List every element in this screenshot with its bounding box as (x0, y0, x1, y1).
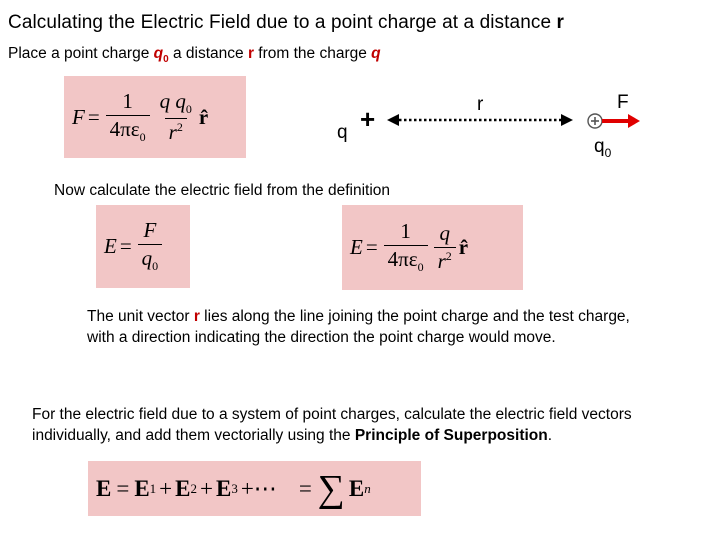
distance-arrow-icon (385, 108, 575, 132)
eq3-unit-vector: r̂ (458, 235, 469, 259)
superposition-equation (88, 461, 421, 516)
eq2-fraction (138, 218, 163, 274)
eq2-lhs: E (104, 234, 117, 258)
eq2-equals: = (119, 234, 132, 258)
eq1-den2-sup: 2 (176, 120, 183, 135)
test-charge-label (594, 136, 611, 160)
subtitle-text-3: from the charge (253, 45, 372, 62)
eq2-den-sub: 0 (152, 259, 159, 274)
eq4-equals: = (116, 475, 130, 501)
eq2-num: F (143, 218, 157, 243)
eq1-den2: r (168, 120, 177, 145)
eq4-E2: E (175, 475, 191, 501)
eq3-den2-sup: 2 (445, 249, 452, 263)
eq1-num2: q q (159, 88, 186, 113)
eq3-num2: q (439, 221, 450, 245)
subtitle-q: q (371, 45, 381, 62)
coulomb-force-equation (64, 76, 246, 158)
eq3-fraction-1 (384, 219, 428, 275)
eq3-den1-sub: 0 (417, 260, 424, 275)
eq1-fraction-1 (106, 89, 150, 145)
eq4-E1-sub: 1 (149, 480, 157, 496)
source-charge-label: q (337, 122, 348, 143)
subtitle-q0-symbol: q (153, 45, 164, 62)
unit-vector-paragraph (87, 306, 647, 348)
para2-text-2: . (547, 427, 553, 444)
eq1-fraction-2 (156, 89, 196, 145)
title-variable: r (556, 12, 565, 33)
subtitle-text-2: a distance (168, 45, 248, 62)
test-charge-subscript: 0 (604, 145, 612, 160)
eq3-lhs: E (350, 235, 363, 259)
para1-text-2: lies along the line joining the point charge and the test charge, with a direction indicating the direction the point charge would move. (87, 308, 630, 346)
test-charge-force-arrow-icon (584, 110, 642, 132)
subtitle-text-1: Place a point charge (8, 45, 154, 62)
eq4-sum-icon: ∑ (317, 467, 345, 510)
superposition-paragraph (32, 404, 712, 446)
para1-r: r (193, 308, 200, 325)
eq3-den2: r (437, 249, 446, 273)
eq1-equals: = (87, 104, 100, 129)
definition-text: Now calculate the electric field from the definition (54, 182, 390, 199)
subtitle-q0-subscript: 0 (163, 54, 169, 66)
eq1-num1: 1 (122, 88, 133, 113)
eq4-lhs: E (96, 475, 112, 501)
eq4-tail: +⋯ (240, 475, 277, 501)
para2-bold: Principle of Superposition (354, 427, 548, 444)
eq3-equals: = (365, 235, 378, 259)
eq3-num1: 1 (400, 219, 411, 244)
test-charge-q: q (594, 136, 605, 157)
eq4-plus-2: + (200, 475, 213, 501)
subtitle-q0 (153, 45, 169, 66)
eq1-den1: 4πε (109, 116, 140, 141)
eq3-fraction-2 (434, 221, 456, 274)
para1-text-1: The unit vector (87, 308, 194, 325)
source-charge-plus-icon: + (360, 104, 376, 134)
field-definition-equation (96, 205, 190, 288)
eq1-lhs: F (72, 104, 85, 129)
eq4-En: E (348, 475, 365, 501)
slide-title (8, 12, 564, 34)
eq4-equals-2: = (298, 475, 312, 501)
eq1-den1-sub: 0 (139, 130, 146, 145)
eq3-den1: 4πε (387, 247, 418, 272)
eq4-E1: E (134, 475, 150, 501)
eq1-unit-vector: r̂ (198, 104, 209, 129)
eq2-den: q (141, 246, 153, 271)
force-F-label: F (617, 92, 629, 113)
eq4-E2-sub: 2 (190, 480, 197, 496)
subtitle (8, 45, 381, 65)
para2-text-1: For the electric field due to a system of point charges, calculate the electric field vectors individually, and add them vectorially using the (32, 406, 632, 444)
eq4-E3: E (215, 475, 232, 501)
point-charge-field-equation (342, 205, 523, 290)
eq4-En-sub: n (364, 480, 371, 496)
title-text: Calculating the Electric Field due to a point charge at a distance (8, 12, 552, 33)
distance-r-label: r (477, 94, 484, 115)
eq4-plus-1: + (159, 475, 173, 501)
eq4-E3-sub: 3 (231, 480, 238, 496)
eq1-num2-sub: 0 (185, 102, 192, 117)
subtitle-r: r (247, 45, 254, 62)
